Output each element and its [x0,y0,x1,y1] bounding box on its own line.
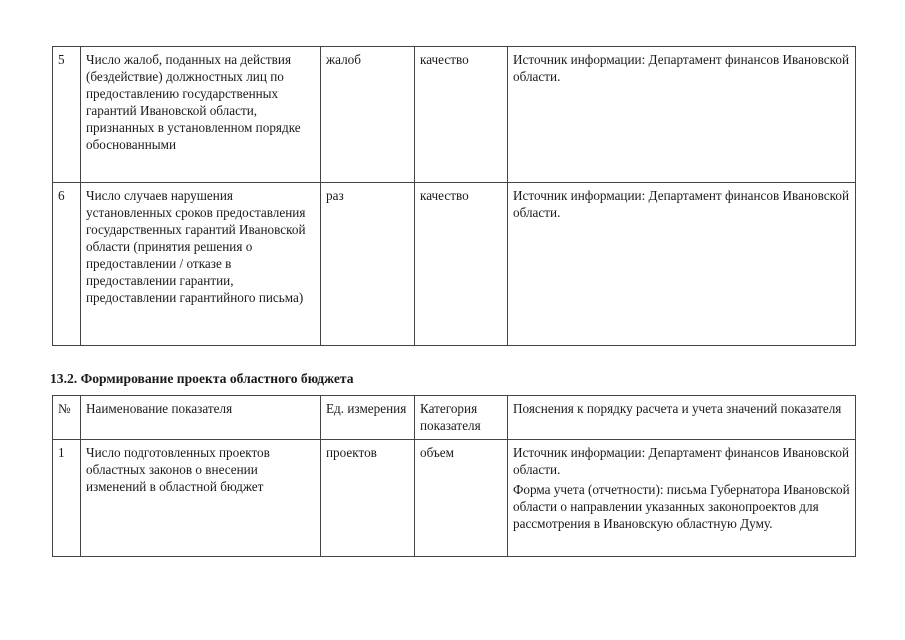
notes-paragraph: Источник информации: Департамент финансов Ивановской области. [513,188,850,220]
notes-paragraph: Источник информации: Департамент финансов Ивановской области. [513,52,850,84]
row-number: 1 [53,440,81,557]
table-header-row [53,396,856,440]
indicators-table-13-2 [52,395,856,557]
header-category: Категория показателя [415,396,508,440]
indicator-name: Число жалоб, поданных на действия (бездействие) должностных лиц по предоставлению государственных гарантий Ивановской области, признанных в установленном порядке обоснованными [81,47,321,183]
header-unit: Ед. измерения [321,396,415,440]
notes-paragraph: Форма учета (отчетности): письма Губернатора Ивановской области о направлении указанных законопроектов для рассмотрения в Ивановскую областную Думу. [513,482,850,531]
indicator-notes [508,440,856,557]
unit-of-measure: жалоб [321,47,415,183]
indicator-name: Число случаев нарушения установленных сроков предоставления государственных гарантий Ивановской области (принятия решения о предоставлении / отказе в предоставлении гарантии, предоставлении гарантийного письма) [81,183,321,346]
table-row [53,440,856,557]
indicators-table-13-1 [52,46,856,346]
section-heading: 13.2. Формирование проекта областного бюджета [50,371,354,386]
notes-paragraph: Источник информации: Департамент финансов Ивановской области. [513,445,850,477]
unit-of-measure: раз [321,183,415,346]
row-number: 6 [53,183,81,346]
indicator-category: объем [415,440,508,557]
indicator-name: Число подготовленных проектов областных законов о внесении изменений в областной бюджет [81,440,321,557]
header-number: № [53,396,81,440]
row-number: 5 [53,47,81,183]
indicator-category: качество [415,47,508,183]
indicator-category: качество [415,183,508,346]
table-row [53,47,856,183]
table-row [53,183,856,346]
header-indicator-name: Наименование показателя [81,396,321,440]
indicator-notes [508,47,856,183]
indicator-notes [508,183,856,346]
unit-of-measure: проектов [321,440,415,557]
header-notes: Пояснения к порядку расчета и учета значений показателя [508,396,856,440]
